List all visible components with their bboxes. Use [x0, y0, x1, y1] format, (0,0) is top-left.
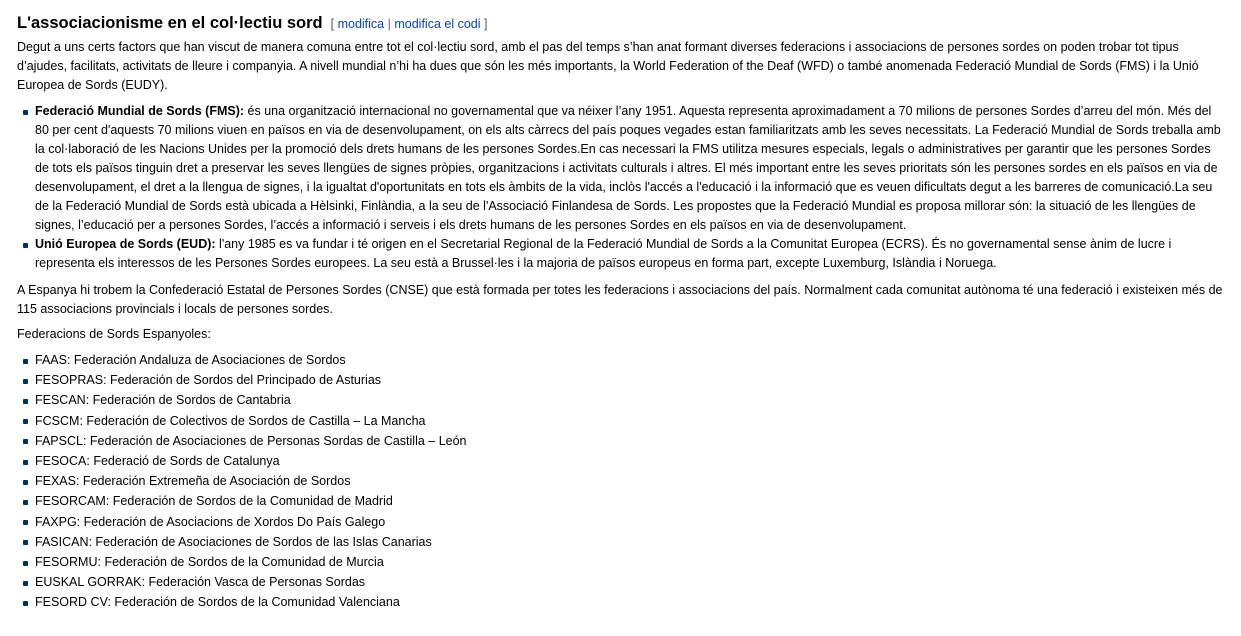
org-description: l'any 1985 es va fundar i té origen en el Secretarial Regional de la Federació Mundial de Sords a la Comunitat Europea (ECRS). És no governamental sense ànim de lucre i representa els interessos de les Persones Sordes europees. La seu està a Brussel·les i la majoria de països europeus en forma part, excepte Luxemburg, Islàndia i Noruega.	[35, 237, 1172, 270]
list-item: FESOCA: Federació de Sords de Catalunya	[17, 451, 1225, 471]
intro-paragraph: Degut a uns certs factors que han viscut de manera comuna entre tot el col·lectiu sord, amb el pas del temps s’han anat formant diverses federacions i associacions de persones sordes on poden trobar tot tipus d’ajudes, facilitats, activitats de lleure i companyia. A nivell mundial n’hi ha dues que són les més importants, la World Federation of the Deaf (WFD) o també anomenada Federació Mundial de Sords (FMS) i la Unió Europea de Sords (EUDY).	[17, 40, 1199, 92]
bullet-icon	[23, 399, 28, 404]
edit-section-links: [ modifica | modifica el codi ]	[330, 17, 488, 31]
list-item: FAAS: Federación Andaluza de Asociaciones de Sordos	[17, 350, 1225, 370]
bullet-icon	[23, 540, 28, 545]
edit-source-link[interactable]: modifica el codi	[394, 17, 481, 31]
org-name: Unió Europea de Sords (EUD):	[35, 237, 216, 251]
federations-heading: Federacions de Sords Espanyoles:	[17, 327, 211, 341]
list-item: FESOPRAS: Federación de Sordos del Principado de Asturias	[17, 370, 1225, 390]
bullet-icon	[23, 460, 28, 465]
list-item: FEXAS: Federación Extremeña de Asociación de Sordos	[17, 471, 1225, 491]
list-item: FASICAN: Federación de Asociaciones de Sordos de las Islas Canarias	[17, 532, 1225, 552]
bullet-icon	[23, 359, 28, 364]
bullet-icon	[23, 439, 28, 444]
edit-link[interactable]: modifica	[337, 17, 385, 31]
bullet-icon	[23, 581, 28, 586]
bullet-icon	[23, 520, 28, 525]
list-item: FAPSCL: Federación de Asociaciones de Personas Sordas de Castilla – León	[17, 431, 1225, 451]
list-item: FESORCAM: Federación de Sordos de la Comunidad de Madrid	[17, 491, 1225, 511]
section-title: L'associacionisme en el col·lectiu sord	[17, 14, 323, 32]
bullet-icon	[23, 500, 28, 505]
list-item: FESORMU: Federación de Sordos de la Comunidad de Murcia	[17, 552, 1225, 572]
list-item-fms	[17, 102, 1225, 235]
list-item: FCSCM: Federación de Colectivos de Sordos de Castilla – La Mancha	[17, 411, 1225, 431]
bullet-icon	[23, 243, 28, 248]
organizations-list	[17, 102, 1225, 273]
bullet-icon	[23, 601, 28, 606]
cnse-paragraph: A Espanya hi trobem la Confederació Estatal de Persones Sordes (CNSE) que està formada per totes les federacions i associacions del país. Normalment cada comunitat autònoma té una federació i existeixen més de 115 associacions provincials i locals de persones sordes.	[17, 283, 1223, 316]
bullet-icon	[23, 419, 28, 424]
section-heading	[17, 0, 1225, 38]
bullet-icon	[23, 110, 28, 115]
list-item: FAXPG: Federación de Asociacions de Xordos Do País Galego	[17, 512, 1225, 532]
bullet-icon	[23, 561, 28, 566]
list-item-eud	[17, 235, 1225, 273]
federations-list	[17, 350, 1225, 613]
org-description: és una organització internacional no governamental que va néixer l’any 1951. Aquesta representa aproximadament a 70 milions de persones Sordes d’arreu del món. Més del 80 per cent d'aquests 70 milions viuen en països en via de desenvolupament, on els alts càrrecs del país poques vegades estan familiaritzats amb les seves necessitats. La Federació Mundial de Sords treballa amb la col·laboració de les Nacions Unides per la promoció dels drets humans de les persones Sordes.En cas necessari la FMS utilitza mesures especials, legals o administratives per garantir que les persones Sordes de tots els països tinguin dret a preservar les seves llengües de signes pròpies, organitzacions i activitats culturals i altres. El més important entre les seves prioritats són les persones sordes en els països en via de desenvolupament, el dret a la llengua de signes, i la igualtat d'oportunitats en tots els àmbits de la vida, inclòs l'accés a l'educació i la informació que es veuen dificultats degut a les barreres de comunicació.La seu de la Federació Mundial de Sords està ubicada a Hèlsinki, Finlàndia, a la seu de l'Associació Finlandesa de Sords. Les propostes que la Federació Mundial es proposa millorar són: la situació de les llengües de signes, l’educació per a persones Sordes, l’accés a informació i serveis i els drets humans de les persones Sordes en els països en via de desenvolupament.	[35, 104, 1221, 232]
bullet-icon	[23, 379, 28, 384]
list-item: FESORD CV: Federación de Sordos de la Comunidad Valenciana	[17, 592, 1225, 612]
org-name: Federació Mundial de Sords (FMS):	[35, 104, 245, 118]
list-item: EUSKAL GORRAK: Federación Vasca de Personas Sordas	[17, 572, 1225, 592]
list-item: FESCAN: Federación de Sordos de Cantabria	[17, 390, 1225, 410]
bullet-icon	[23, 480, 28, 485]
